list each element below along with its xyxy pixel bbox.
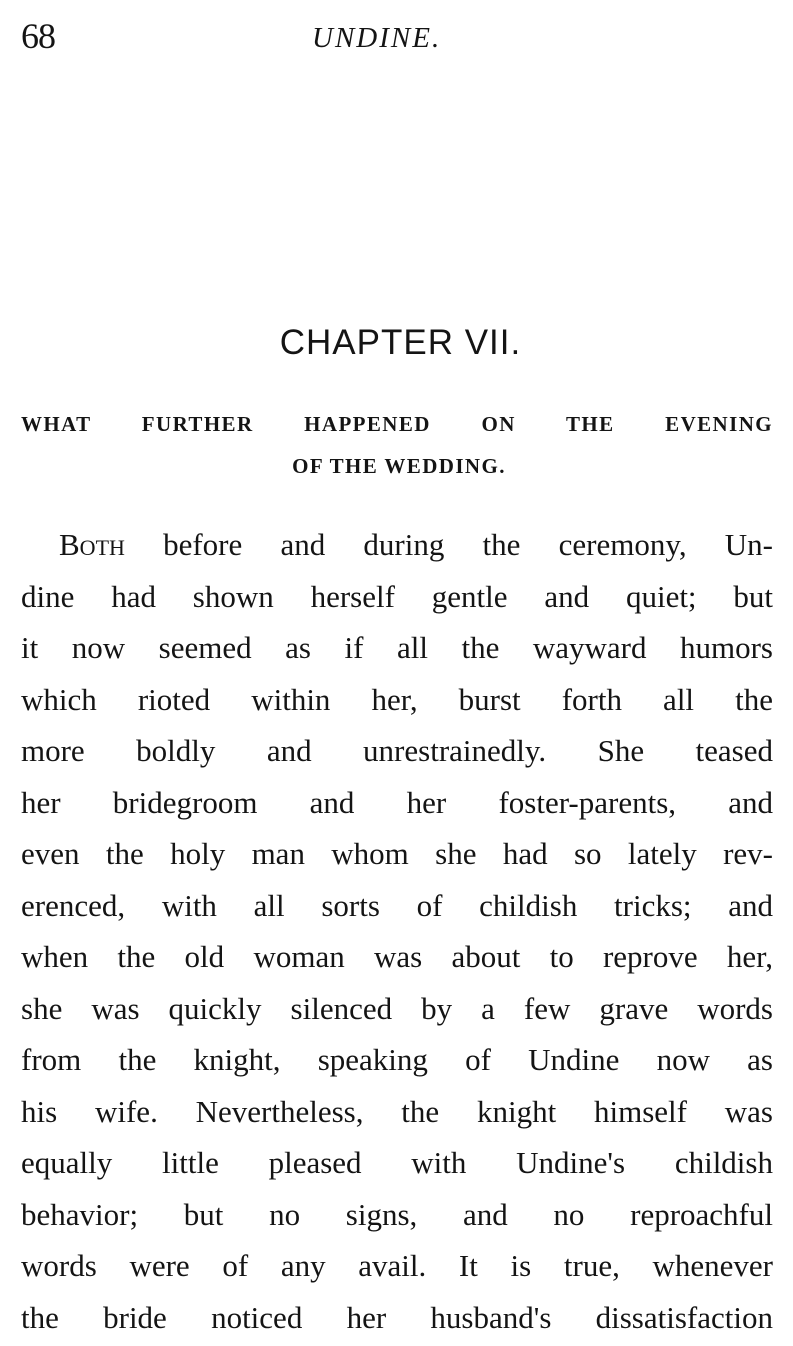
body-line: her bridegroom and her foster-parents, and	[21, 780, 773, 832]
body-line: which rioted within her, burst forth all the	[21, 677, 773, 729]
body-line: more boldly and unrestrainedly. She teased	[21, 728, 773, 780]
body-line: equally little pleased with Undine's childish	[21, 1140, 773, 1192]
body-line: even the holy man whom she had so lately rev-	[21, 831, 773, 883]
body-line: dine had shown herself gentle and quiet; but	[21, 574, 773, 626]
body-line: his wife. Nevertheless, the knight himself was	[21, 1089, 773, 1141]
chapter-subtitle-line: OF THE WEDDING.	[0, 452, 793, 480]
body-line: erenced, with all sorts of childish tricks; and	[21, 883, 773, 935]
body-line: the bride noticed her husband's dissatisfaction	[21, 1295, 773, 1346]
chapter-title: CHAPTER VII.	[0, 320, 793, 366]
chapter-subtitle-line: WHAT FURTHER HAPPENED ON THE EVENING	[21, 410, 773, 438]
first-line-rest: before and during the ceremony, Un-	[125, 527, 773, 562]
body-text	[21, 522, 773, 1346]
opening-word: Both	[59, 527, 125, 562]
body-line: she was quickly silenced by a few grave words	[21, 986, 773, 1038]
page-number: 68	[21, 14, 55, 58]
body-line: when the old woman was about to reprove her,	[21, 934, 773, 986]
body-line	[21, 522, 773, 574]
running-title: UNDINE.	[312, 18, 441, 58]
body-line: it now seemed as if all the wayward humors	[21, 625, 773, 677]
body-line: behavior; but no signs, and no reproachful	[21, 1192, 773, 1244]
body-line: words were of any avail. It is true, whenever	[21, 1243, 773, 1295]
body-line: from the knight, speaking of Undine now as	[21, 1037, 773, 1089]
